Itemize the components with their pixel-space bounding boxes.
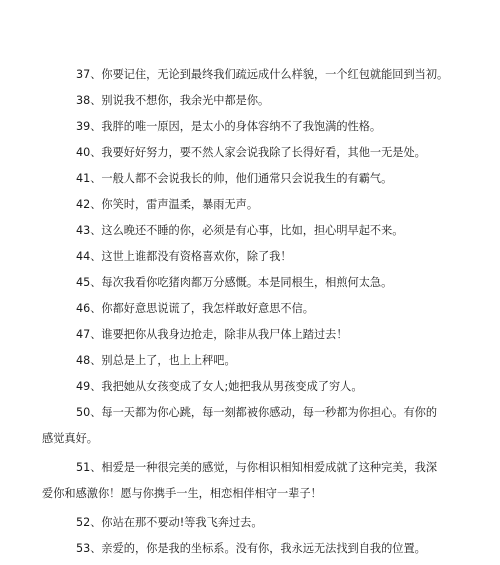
list-item: 42、你笑时，雷声温柔，暴雨无声。 <box>76 198 259 211</box>
list-item: 49、我把她从女孩变成了女人;她把我从男孩变成了穷人。 <box>76 380 363 393</box>
list-item: 41、一般人都不会说我长的帅，他们通常只会说我生的有霸气。 <box>76 172 393 185</box>
list-item: 53、亲爱的，你是我的坐标系。没有你，我永远无法找到自我的位置。 <box>76 542 426 555</box>
list-item-multiline <box>42 400 448 452</box>
list-item: 44、这世上谁都没有资格喜欢你，除了我！ <box>76 250 292 263</box>
list-item: 48、别总是上了，也上上秤吧。 <box>76 354 236 367</box>
list-item-multiline <box>42 455 448 507</box>
list-item: 47、谁要把你从我身边抢走，除非从我尸体上踏过去！ <box>76 328 348 341</box>
list-item-line: 感觉真好。 <box>42 432 98 445</box>
list-item-line: 50、每一天都为你心跳，每一刻都被你感动，每一秒都为你担心。有你的 <box>76 406 438 419</box>
list-item: 40、我要好好努力，要不然人家会说我除了长得好看，其他一无是处。 <box>76 146 426 159</box>
list-item-line: 51、相爱是一种很完美的感觉，与你相识相知相爱成就了这种完美，我深 <box>76 461 438 474</box>
list-item: 38、别说我不想你，我余光中都是你。 <box>76 94 270 107</box>
list-item: 45、每次我看你吃猪肉都万分感慨。本是同根生，相煎何太急。 <box>76 276 393 289</box>
list-item-line: 爱你和感激你！愿与你携手一生，相恋相伴相守一辈子！ <box>42 487 322 500</box>
list-item: 37、你要记住，无论到最终我们疏远成什么样貌，一个红包就能回到当初。 <box>76 68 449 81</box>
list-item: 39、我胖的唯一原因，是太小的身体容纳不了我饱满的性格。 <box>76 120 382 133</box>
list-item: 46、你都好意思说谎了，我怎样敢好意思不信。 <box>76 302 314 315</box>
list-item: 52、你站在那不要动!等我飞奔过去。 <box>76 516 263 529</box>
list-item: 43、这么晚还不睡的你，必须是有心事，比如，担心明早起不来。 <box>76 224 404 237</box>
